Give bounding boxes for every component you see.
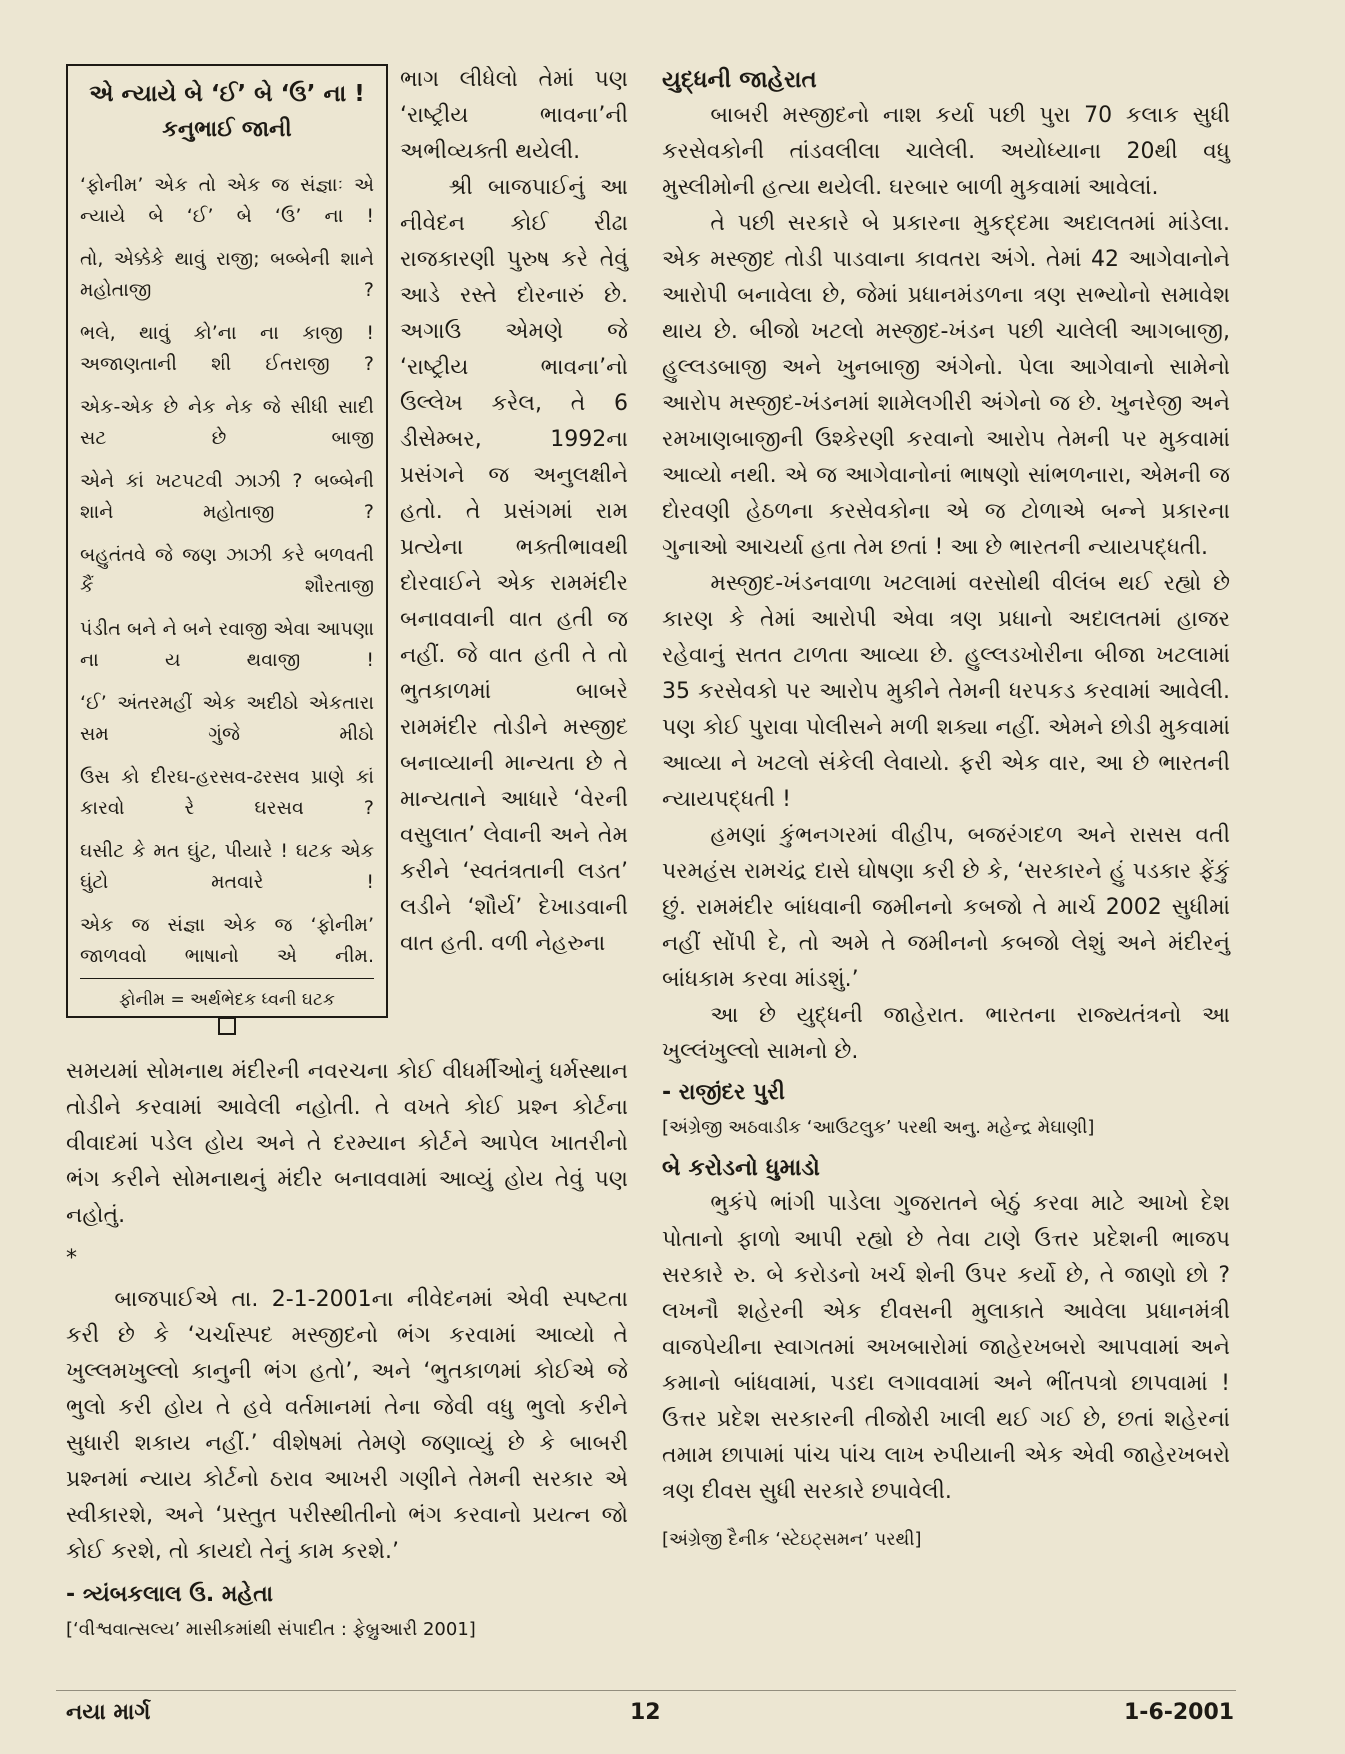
poem-title: એ ન્યાયે બે ‘ઈ’ બે ‘ઉ’ ના ! — [89, 81, 365, 107]
article-paragraph: મસ્જીદ-ખંડનવાળા ખટલામાં વરસોથી વીલંબ થઈ રહ્યો છે કારણ કે તેમાં આરોપી એવા ત્રણ પ્રધાનો અદાલતમાં હાજર રહેવાનું સતત ટાળતા આવ્યા છે. હુલ્લડખોરીના બીજા ખટલામાં 35 કરસેવકો પર આરોપ મુકીને તેમની ધરપકડ કરવામાં આવેલી. પણ કોઈ પુરાવા પોલીસને મળી શક્યા નહીં. એમને છોડી મુકવામાં આવ્યા ને ખટલો સંકેલી લેવાયો. ફરી એક વાર, આ છે ભારતની ન્યાયપદ્ધતી ! — [662, 571, 1230, 812]
poem-footnote: ફોનીમ = અર્થભેદક ધ્વની ઘટક — [80, 978, 374, 1015]
source-note: [અંગ્રેજી અઠવાડીક ‘આઉટલુક’ પરથી અનુ. મહેન્દ્ર મેઘાણી] — [662, 1117, 1095, 1138]
poem-stanza: એક-એક છે નેક નેક જે સીધી સાદી સટ છે બાજી — [80, 396, 374, 449]
poem-author: કનુભાઈ જાની — [162, 117, 292, 142]
poem-stanza: એને કાં ખટપટવી ઝાઝી ? બબ્બેની શાને મહોતાજી ? — [80, 470, 374, 523]
separator-star: * — [66, 1246, 77, 1271]
article-paragraph: ભુકંપે ભાંગી પાડેલા ગુજરાતને બેઠું કરવા માટે આખો દેશ પોતાનો ફાળો આપી રહ્યો છે તેવા ટાણે ઉત્તર પ્રદેશની ભાજપ સરકારે રુ. બે કરોડનો ખર્ચ શેની ઉપર કર્યો છે, તે જાણો છો ? લખનૌ શહેરની એક દીવસની મુલાકાતે આવેલા પ્રધાનમંત્રી વાજપેયીના સ્વાગતમાં અખબારોમાં જાહેરખબરો આપવામાં અને કમાનો બાંધવામાં, પડદા લગાવવામાં અને ભીંતપત્રો છાપવામાં ! ઉત્તર પ્રદેશ સરકારની તીજોરી ખાલી થઈ ગઈ છે, છતાં શહેરનાં તમામ છાપામાં પાંચ પાંચ લાખ રુપીયાની એક એવી જાહેરખબરો ત્રણ દીવસ સુધી સરકારે છપાવેલી. — [662, 1191, 1230, 1504]
article-paragraph: તે પછી સરકારે બે પ્રકારના મુકદ્દમા અદાલતમાં માંડેલા. એક મસ્જીદ તોડી પાડવાના કાવતરા અંગે. તેમાં 42 આગેવાનોને આરોપી બનાવેલા છે, જેમાં પ્રધાનમંડળના ત્રણ સભ્યોનો સમાવેશ થાય છે. બીજો ખટલો મસ્જીદ-ખંડન પછી ચાલેલી આગબાજી, હુલ્લડબાજી અને ખુનબાજી અંગેનો. પેલા આગેવાનો સામેનો આરોપ મસ્જીદ-ખંડનમાં શામેલગીરી અંગેનો જ છે. ખુનરેજી અને રમખાણબાજીની ઉશ્કેરણી કરવાનો આરોપ તેમની પર મુકવામાં આવ્યો નથી. એ જ આગેવાનોનાં ભાષણો સાંભળનારા, એમની જ દોરવણી હેઠળના કરસેવકોના એ જ ટોળાએ બન્ને પ્રકારના ગુનાઓ આચર્યા હતા તેમ છતાં ! આ છે ભારતની ન્યાયપદ્ધતી. — [662, 211, 1230, 560]
source-note: [‘વીશ્વવાત્સલ્ય’ માસીકમાંથી સંપાદીત : ફેબ્રુઆરી 2001] — [66, 1619, 476, 1640]
left-lower-column — [66, 1054, 628, 1646]
poem-stanza: પંડીત બને ને બને રવાજી એવા આપણા ના ય થવાજી ! — [80, 618, 374, 671]
article-paragraph: હમણાં કુંભનગરમાં વીહીપ, બજરંગદળ અને રાસસ વતી પરમહંસ રામચંદ્ર દાસે ઘોષણા કરી છે કે, ‘સરકારને હું પડકાર ફેંકું છું. રામમંદીર બાંધવાની જમીનનો કબજો તે માર્ચ 2002 સુધીમાં નહીં સોંપી દે, તો અમે તે જમીનનો કબજો લેશું અને મંદીરનું બાંધકામ કરવા માંડશું.’ — [662, 823, 1230, 992]
poem-stanza: ‘ઈ’ અંતરમહીં એક અદીઠો એકતારા સમ ગુંજે મીઠો — [80, 692, 374, 745]
footer-rule — [56, 1690, 1236, 1691]
page-number: 12 — [630, 1700, 661, 1725]
article-heading: બે કરોડનો ધુમાડો — [662, 1155, 820, 1181]
poem-stanza: ઉસ કો દીરઘ-હરસવ-ઢરસવ પ્રાણે કાં કારવો રે ઘરસવ ? — [80, 766, 374, 819]
poem-stanza: ભલે, થાવું કો’ના ના કાજી ! અજાણતાની શી ઈતરાજી ? — [80, 322, 374, 375]
source-note: [અંગ્રેજી દૈનીક ‘સ્ટેઇટ્સમન’ પરથી] — [662, 1529, 922, 1550]
poem-stanza: બહુતંતવે જે જણ ઝાઝી કરે બળવતી કૈં શૌરતાજી — [80, 544, 374, 597]
narrow-column — [400, 62, 628, 962]
end-mark-icon — [218, 1017, 236, 1035]
poem-stanza: એક જ સંજ્ઞા એક જ ‘ફોનીમ’ જાળવવો ભાષાનો એ નીમ. — [80, 914, 374, 967]
narrow-col-text: ભાગ લીધેલો તેમાં પણ ‘રાષ્ટ્રીય ભાવના’ની અભીવ્યક્તી થયેલી. — [400, 67, 628, 164]
poem-stanza: તો, એક્કેકે થાવું રાજી; બબ્બેની શાને મહોતાજી ? — [80, 248, 374, 301]
footer-date: 1-6-2001 — [1124, 1700, 1235, 1725]
poem-stanza: ‘ફોનીમ’ એક તો એક જ સંજ્ઞાઃ એ ન્યાયે બે ‘ઈ’ બે ‘ઉ’ ના ! — [80, 174, 374, 227]
narrow-col-paragraph: શ્રી બાજપાઈનું આ નીવેદન કોઈ રીઢા રાજકારણી પુરુષ કરે તેવું આડે રસ્તે દોરનારું છે. અગાઉ એમણે જે ‘રાષ્ટ્રીય ભાવના’નો ઉલ્લેખ કરેલ, તે 6 ડીસેમ્બર, 1992ના પ્રસંગને જ અનુલક્ષીને હતો. તે પ્રસંગમાં રામ પ્રત્યેના ભક્તીભાવથી દોરવાઈને એક રામમંદીર બનાવવાની વાત હતી જ નહીં. જે વાત હતી તે તો ભુતકાળમાં બાબરે રામમંદીર તોડીને મસ્જીદ બનાવ્યાની માન્યતા છે તે માન્યતાને આધારે ‘વેરની વસુલાત’ લેવાની અને તેમ કરીને ‘સ્વતંત્રતાની લડત’ લડીને ‘શૌર્ય’ દેખાડવાની વાત હતી. વળી નેહરુના — [400, 175, 628, 956]
right-column — [662, 62, 1230, 1556]
footer-magazine-name: નયા માર્ગ — [66, 1700, 151, 1725]
article-paragraph: આ છે યુદ્ધની જાહેરાત. ભારતના રાજ્યતંત્રનો આ ખુલ્લંખુલ્લો સામનો છે. — [662, 1003, 1230, 1064]
left-paragraph: સમયમાં સોમનાથ મંદીરની નવરચના કોઈ વીધર્મીઓનું ધર્મસ્થાન તોડીને કરવામાં આવેલી નહોતી. તે વખતે કોઈ પ્રશ્ન કોર્ટના વીવાદમાં પડેલ હોય અને તે દરમ્યાન કોર્ટને આપેલ ખાતરીનો ભંગ કરીને સોમનાથનું મંદીર બનાવવામાં આવ્યું હોય તેવું પણ નહોતું. — [66, 1059, 628, 1228]
poem-box — [66, 64, 388, 1018]
article-heading: યુદ્ધની જાહેરાત — [662, 67, 817, 93]
author-signature: - રાજીંદર પુરી — [662, 1080, 785, 1105]
left-paragraph: બાજપાઈએ તા. 2-1-2001ના નીવેદનમાં એવી સ્પષ્ટતા કરી છે કે ‘ચર્ચાસ્પદ મસ્જીદનો ભંગ કરવામાં આવ્યો તે ખુલ્લમખુલ્લો કાનુની ભંગ હતો’, અને ‘ભુતકાળમાં કોઈએ જે ભુલો કરી હોય તે હવે વર્તમાનમાં તેના જેવી વધુ ભુલો કરીને સુધારી શકાય નહીં.’ વીશેષમાં તેમણે જણાવ્યું છે કે બાબરી પ્રશ્નમાં ન્યાય કોર્ટનો ઠરાવ આખરી ગણીને તેમની સરકાર એ સ્વીકારશે, અને ‘પ્રસ્તુત પરીસ્થીતીનો ભંગ કરવાનો પ્રયત્ન જો કોઈ કરશે, તો કાયદો તેનું કામ કરશે.’ — [66, 1287, 628, 1564]
article-paragraph: બાબરી મસ્જીદનો નાશ કર્યા પછી પુરા 70 કલાક સુધી કરસેવકોની તાંડવલીલા ચાલેલી. અયોધ્યાના 20થી વધુ મુસ્લીમોની હત્યા થયેલી. ઘરબાર બાળી મુકવામાં આવેલાં. — [662, 103, 1230, 200]
author-signature: - ત્ર્યંબકલાલ ઉ. મહેતા — [66, 1582, 274, 1607]
poem-stanza: ઘસીટ કે મત ઘુંટ, પીયારે ! ઘટક એક ઘુંટો મતવારે ! — [80, 840, 374, 893]
